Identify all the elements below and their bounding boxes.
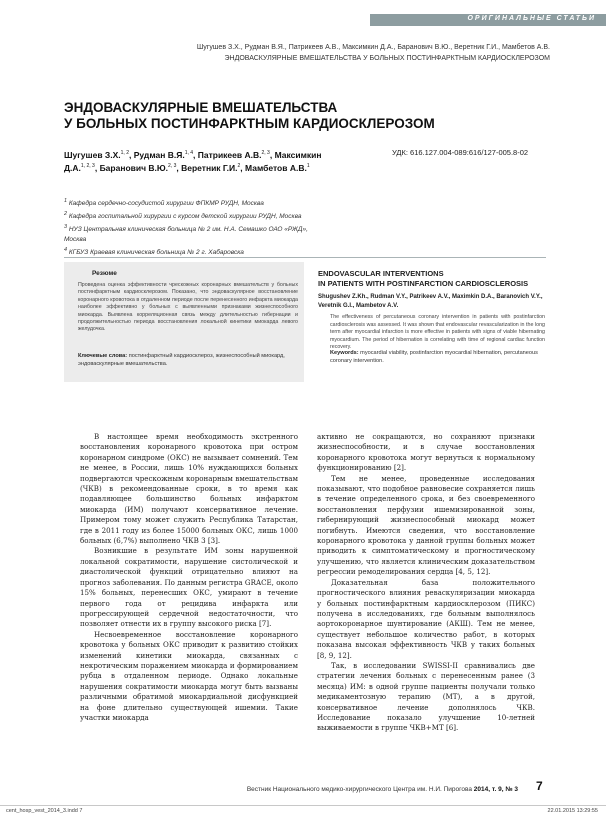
body-paragraph: Несвоевременное восстановление коронарного кровотока у больных ОКС приводит к развитию стойких изменений кинетики миокарда, связанных с некротическим поражением миокарда и формированием рубца в отдаленном периоде. Однако локальные нарушения сократимости миокарда могут быть вызваны различными обратимой миокардиальной дисфункцией на фоне длительно существующей ишемии. Такие участки миокарда xyxy=(80,629,298,722)
body-paragraph: активно не сокращаются, но сохраняют признаки жизнеспособности, и в случае восстановления коронарного кровотока могут вернуться к нормальному функционированию [2]. xyxy=(317,432,535,473)
print-file-date: 22.01.2015 13:29:55 xyxy=(547,808,598,814)
affiliation-number: 1 xyxy=(64,198,68,204)
article-title xyxy=(64,100,524,132)
running-authors: Шугушев З.Х., Рудман В.Я., Патрикеев А.В., Максимкин Д.А., Баранович В.Ю., Веретник Г.И., Мамбетов А.В. xyxy=(196,44,550,51)
author-name: Шугушев З.Х. xyxy=(64,149,121,160)
affiliation-item xyxy=(64,222,314,245)
author-name: Мамбетов А.В. xyxy=(245,163,307,174)
body-paragraph: Тем не менее, проведенные исследования показывают, что подобное равновесие сохраняется лишь в течение определенного срока, и без своевременного восстановления перфузии ишемизированной зоны, гибернирующий жизнеспособный миокард может погибнуть. Имеются сведения, что восстановление коронарного кровотока у данной группы больных может приводить к симптоматическому и прогностическому улучшению, что является клиническим доказательством регрессии ремоделирования сердца [4, 5, 12]. xyxy=(317,473,535,577)
author-name: Баранович В.Ю. xyxy=(99,163,169,174)
affiliation-text: НУЗ Центральная клиническая больница № 2 им. Н.А. Семашко ОАО «РЖД», Москва xyxy=(64,226,308,244)
author-affiliation-mark: 1 xyxy=(306,163,310,170)
body-paragraph: В настоящее время необходимость экстренного восстановления коронарного кровотока при остром коронарном синдроме (ОКС) не вызывает сомнений. Тем не менее, в России, лишь 10% нуждающихся больных подвергаются чрескожным коронарным вмешательствам (ЧКВ) в рекомендованные сроки, в то время как подавляющее большинство больных инфарктом миокарда (ИМ) получают консервативное лечение. Примером тому может служить Республика Татарстан, где в 2011 году из более 15000 больных ОКС, лишь 1000 больных (6,7%) выполнено ЧКВ 3 [3]. xyxy=(80,432,298,546)
journal-name: Вестник Национального медико-хирургического Центра им. Н.И. Пирогова xyxy=(246,786,472,793)
english-keywords-text: myocardial viability, postinfarction myocardial hibernation, percutaneous coronary intervention. xyxy=(330,350,538,364)
author-name: Рудман В.Я. xyxy=(133,149,185,160)
body-column-right xyxy=(317,432,535,734)
print-slug-divider xyxy=(0,805,606,806)
affiliation-text: Кафедра госпитальной хирургии с курсом детской хирургии РУДН, Москва xyxy=(68,213,302,221)
body-paragraph: Возникшие в результате ИМ зоны нарушенной локальной сократимости, нарушение систолической и диастолической функций отрицательно влияют на прогноз заболевания. По данным регистра GRACE, около 15% больных, перенесших ОКС, умирают в течение первого года от рецидива инфаркта или прогрессирующей сердечной недостаточности, что позволяет отнести их в группу высокого риска [7]. xyxy=(80,546,298,629)
affiliation-text: Кафедра сердечно-сосудистой хирургии ФПКМР РУДН, Москва xyxy=(68,200,264,208)
affiliation-text: КГБУЗ Краевая клиническая больница № 2 г. Хабаровска xyxy=(68,249,244,257)
author-affiliation-mark: 1, 2 xyxy=(120,150,129,156)
english-title-line-2: IN PATIENTS WITH POSTINFARCTION CARDIOSCLEROSIS xyxy=(318,279,529,288)
divider xyxy=(64,257,546,258)
author-affiliation-mark: 2 xyxy=(237,163,241,170)
russian-keywords xyxy=(78,352,298,368)
affiliation-item xyxy=(64,209,314,222)
author-affiliation-mark: 2, 3 xyxy=(168,163,177,170)
english-abstract-text: The effectiveness of percutaneous coronary intervention in patients with postinfarction cardiosclerosis was assessed. It was shown that endovascular revascularization in the long term after myocardial infarction is more effective in patients with signs of viable hibernating myocardium. The period of hibernation is correlating with time of regional cardiac function recovery. xyxy=(330,314,545,350)
article-title-line-1: ЭНДОВАСКУЛЯРНЫЕ ВМЕШАТЕЛЬСТВА xyxy=(64,100,338,115)
running-title: ЭНДОВАСКУЛЯРНЫЕ ВМЕШАТЕЛЬСТВА У БОЛЬНЫХ ПОСТИНФАРКТНЫМ КАРДИОСКЛЕРОЗОМ xyxy=(224,55,550,62)
author-affiliation-mark: 2, 3 xyxy=(261,150,270,156)
body-paragraph: Доказательная база положительного прогностического влияния реваскуляризации миокарда у больных постинфарктным кардиосклерозом (ПИКС) получена в исследованиях, где больным выполнялось аортокоронарное шунтирование (АКШ). Тем не менее, существует небольшое количество работ, в которых показана высокая эффективность ЧКВ у таких больных [8, 9, 12]. xyxy=(317,577,535,660)
journal-footer xyxy=(247,786,518,793)
print-file-name: cent_hosp_vest_2014_3.indd 7 xyxy=(6,808,83,814)
affiliation-list xyxy=(64,196,314,259)
author-name: Веретник Г.И. xyxy=(181,163,238,174)
russian-abstract-heading: Резюме xyxy=(92,270,117,277)
english-title xyxy=(318,269,548,289)
affiliation-item xyxy=(64,196,314,209)
author-list: Шугушев З.Х.$^{1, 2}$, Рудман В.Я.$^{1, 4}$, Патрикеев А.В.$^{2, 3}$, Максимкин Д.А.$^{1, 2, 3}$, Баранович В.Ю.$^{2, 3}$, Веретник Г.И.$^2$, Мамбетов А.В.$^1$ xyxy=(64,149,322,174)
russian-keywords-label: Ключевые слова: xyxy=(78,353,128,359)
page-number: 7 xyxy=(536,779,543,793)
article-title-line-2: У БОЛЬНЫХ ПОСТИНФАРКТНЫМ КАРДИОСКЛЕРОЗОМ xyxy=(64,116,435,131)
russian-abstract-text: Проведена оценка эффективности чрескожных коронарных вмешательств у больных постинфарктным кардиосклерозом. Показано, что эндоваскулярное восстановление коронарного кровотока в отдаленном периоде после перенесенного инфаркта миокарда наиболее эффективно у больных с выявленными признаками жизнеспособного миокарда. Выявлена корреляционная связь между длительностью гибернации и продолжительностью периода восстановления локальной кинетики миокарда левого желудочка. xyxy=(78,282,298,333)
russian-keywords-text: постинфарктный кардиосклероз, жизнеспособный миокард, эндоваскулярные вмешательства. xyxy=(78,353,285,367)
english-keywords xyxy=(330,349,545,365)
body-column-left xyxy=(80,432,298,723)
journal-issue: 2014, т. 9, № 3 xyxy=(473,786,518,793)
author-name: Патрикеев А.В. xyxy=(197,149,262,160)
author-affiliation-mark: 1, 4 xyxy=(184,150,194,156)
section-header-bar xyxy=(370,14,606,26)
english-authors: Shugushev Z.Kh., Rudman V.Y., Patrikeev A.V., Maximkin D.A., Baranovich V.Y., Veretnik G.I., Mambetov A.V. xyxy=(318,294,543,309)
body-paragraph: Так, в исследовании SWISSI-II сравнивались две стратегии лечения больных с перенесенным ранее (3 месяца) ИМ: в одной группе пациенты получали только медикаментозную терапию (МТ), а в другой, консервативное лечение дополнялось ЧКВ. Исследование показало улучшение 10-летней выживаемости в группе ЧКВ+МТ [6]. xyxy=(317,660,535,733)
author-name: Максимкин Д.А. xyxy=(64,149,322,174)
affiliation-number: 2 xyxy=(64,211,68,218)
affiliation-number: 3 xyxy=(64,224,68,231)
english-title-line-1: ENDOVASCULAR INTERVENTIONS xyxy=(318,269,444,278)
section-label: ОРИГИНАЛЬНЫЕ СТАТЬИ xyxy=(467,15,596,22)
author-affiliation-mark: 1, 2, 3 xyxy=(80,163,95,170)
english-keywords-label: Keywords: xyxy=(330,350,359,356)
affiliation-number: 4 xyxy=(64,247,68,254)
udk-code: УДК: 616.127.004-089:616/127-005.8-02 xyxy=(392,148,529,157)
